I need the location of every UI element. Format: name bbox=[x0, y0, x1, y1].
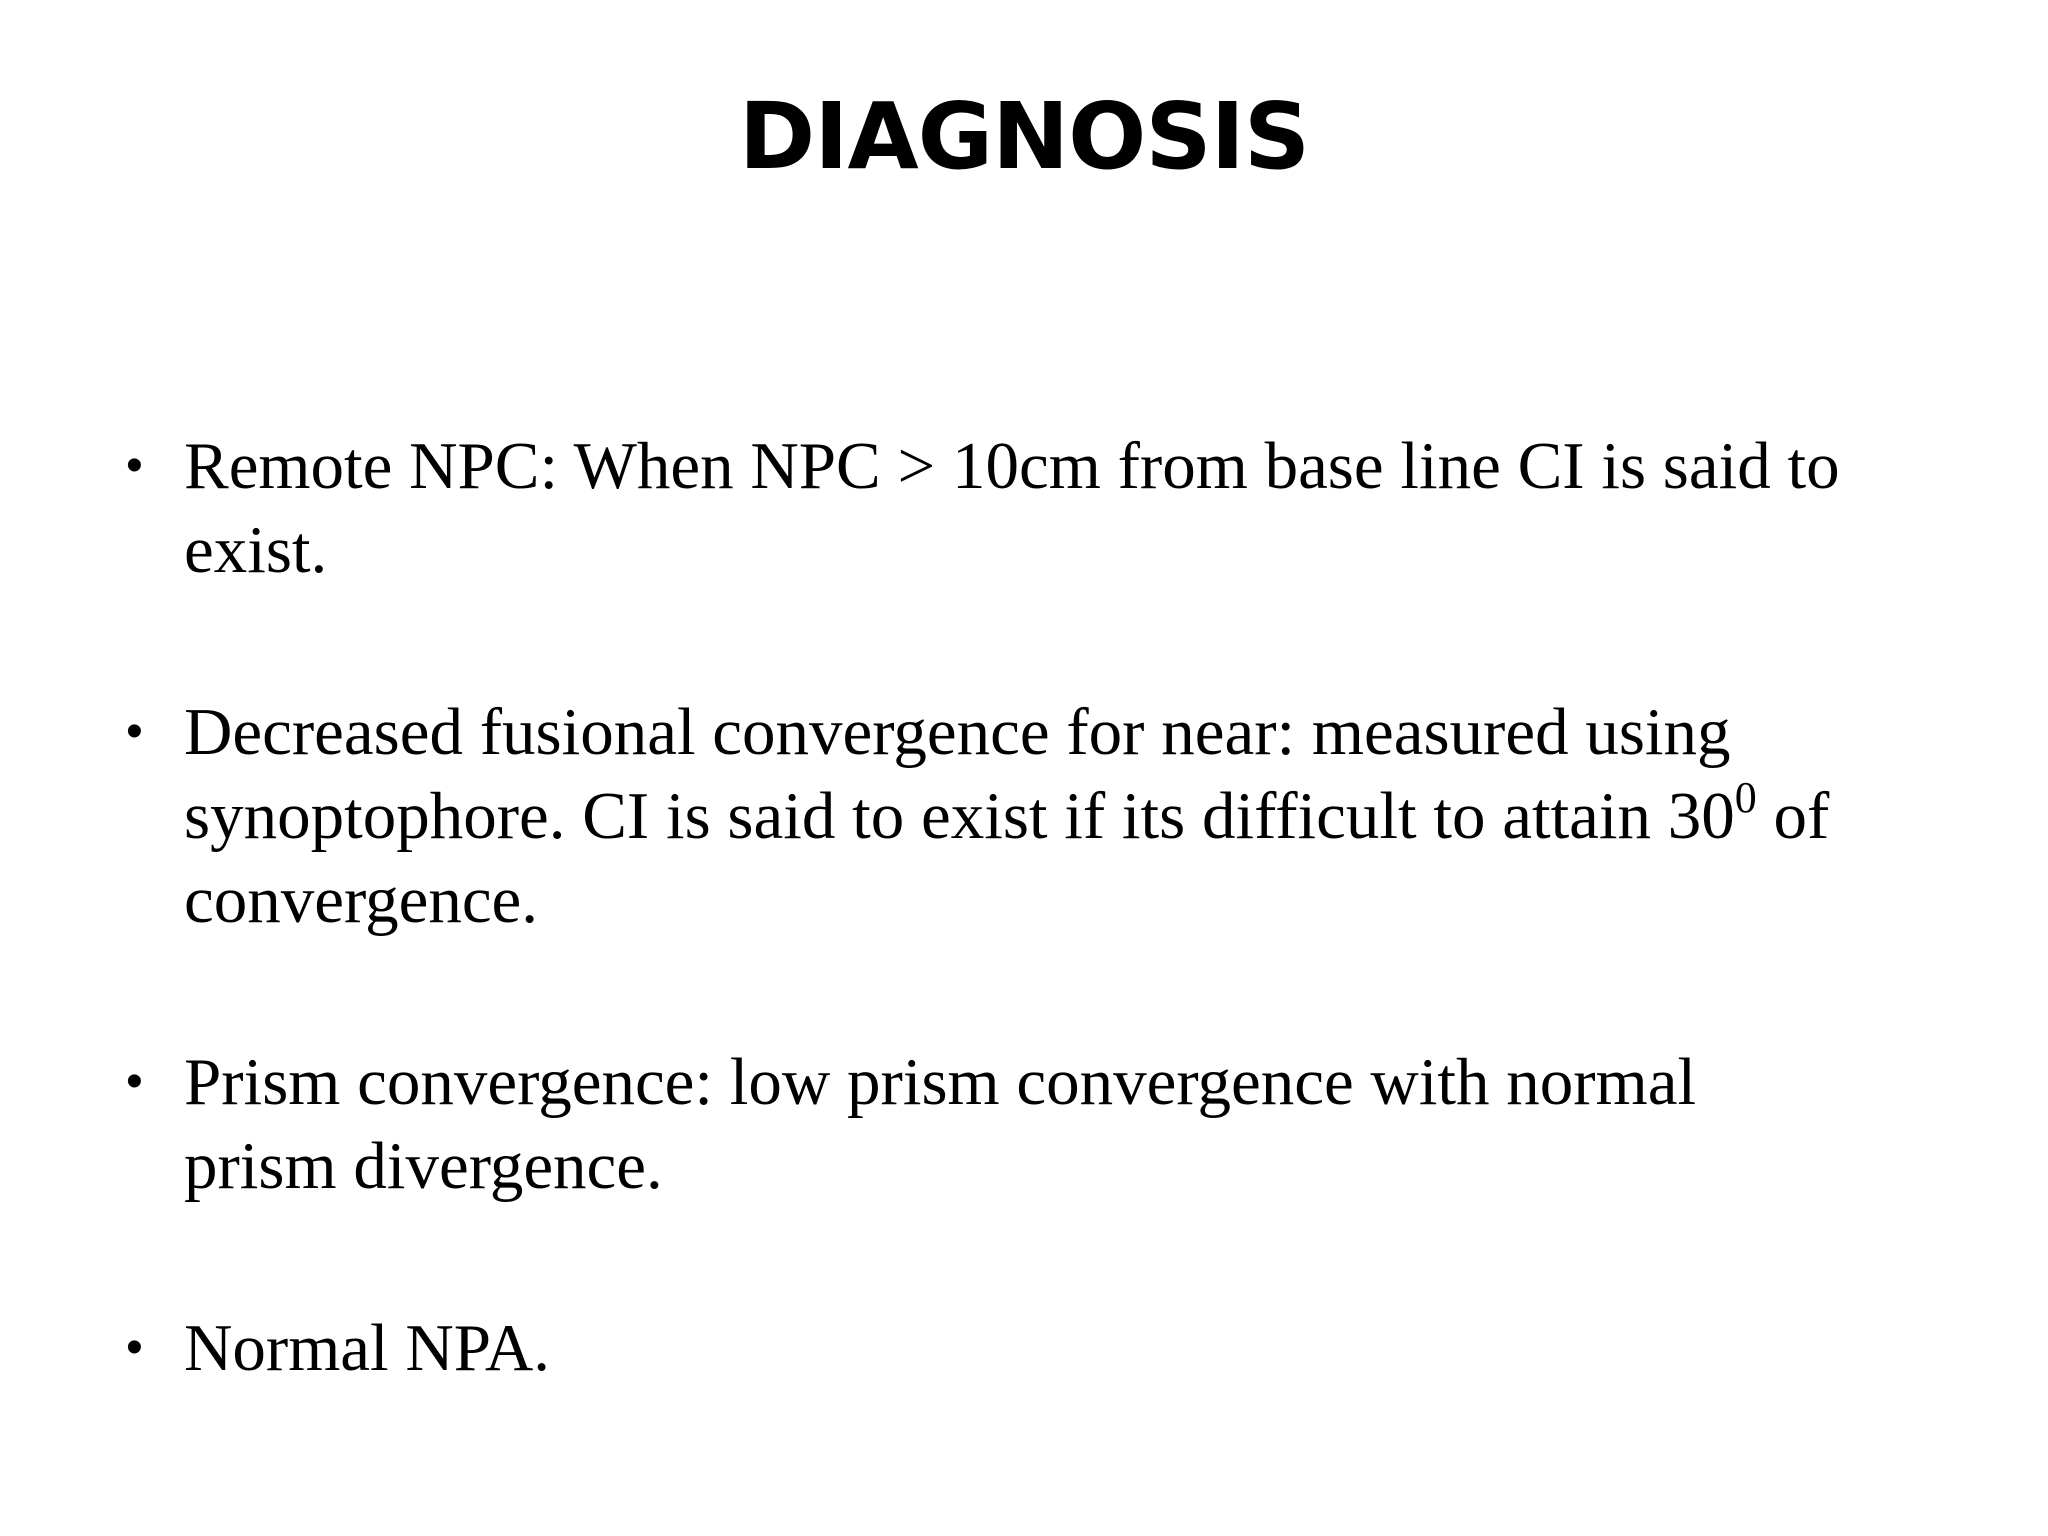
bullet-icon: • bbox=[126, 705, 143, 758]
bullet-line: Normal NPA. bbox=[184, 1311, 551, 1385]
bullet-text bbox=[184, 1040, 2006, 1208]
bullet-line: Decreased fusional convergence for near: measured using bbox=[184, 695, 1731, 769]
bullet-icon: • bbox=[126, 439, 143, 492]
bullet-icon: • bbox=[126, 1055, 143, 1108]
bullet-text bbox=[184, 690, 2006, 942]
bullet-line: exist. bbox=[184, 513, 328, 587]
bullet-line: Remote NPC: When NPC > 10cm from base line CI is said to bbox=[184, 429, 1840, 503]
degree-superscript: 0 bbox=[1734, 773, 1757, 822]
bullet-text bbox=[184, 1306, 2006, 1390]
bullet-line: convergence. bbox=[184, 863, 539, 937]
bullet-line: Prism convergence: low prism convergence with normal bbox=[184, 1045, 1697, 1119]
bullet-line-with-degree bbox=[184, 774, 2006, 858]
bullet-line: prism divergence. bbox=[184, 1129, 663, 1203]
bullet-line-text: synoptophore. CI is said to exist if its difficult to attain 30 bbox=[184, 779, 1735, 853]
bullet-line-tail: of bbox=[1756, 779, 1830, 853]
slide-title: DIAGNOSIS bbox=[738, 83, 1310, 190]
bullet-icon: • bbox=[126, 1321, 143, 1374]
bullet-text bbox=[184, 424, 2006, 592]
